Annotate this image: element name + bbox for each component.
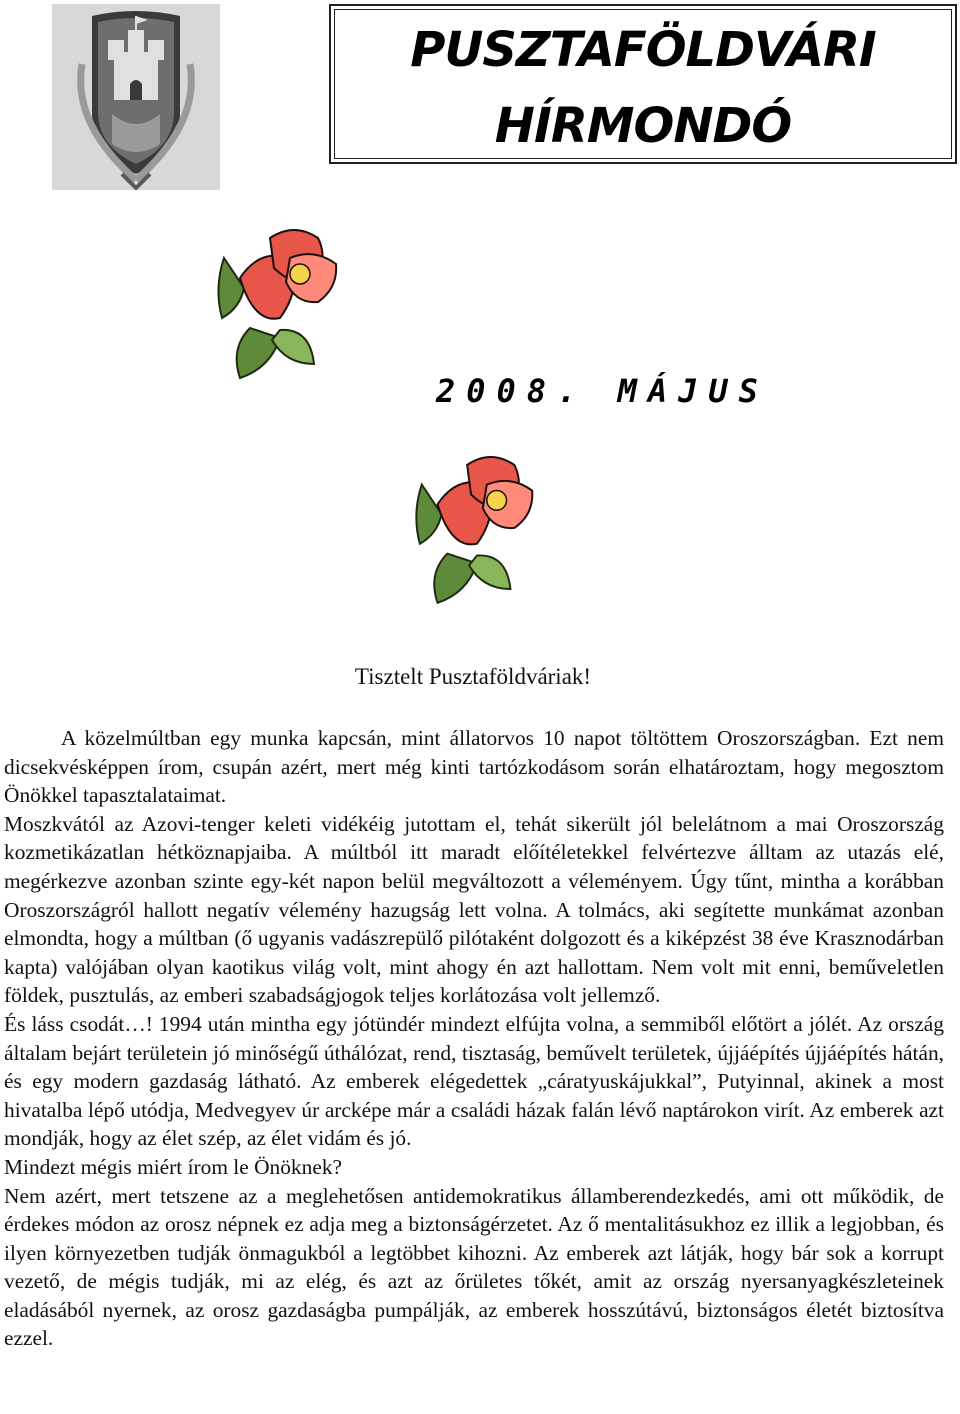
- flower-icon: [408, 444, 540, 606]
- masthead: [329, 4, 957, 164]
- article-paragraph: Mindezt mégis miért írom le Önöknek?: [4, 1154, 343, 1179]
- masthead-title-line1: PUSZTAFÖLDVÁRI: [410, 22, 876, 78]
- greeting: Tisztelt Pusztaföldváriak!: [354, 664, 592, 689]
- article-body: [4, 724, 944, 1353]
- masthead-title-line2: HÍRMONDÓ: [494, 98, 792, 154]
- issue-date: 2008. MÁJUS: [436, 372, 769, 410]
- article-paragraph: A közelmúltban egy munka kapcsán, mint állatorvos 10 napot töltöttem Oroszországban. Ezt nem dicsekvésképpen írom, csupán azért, mert még kinti tartózkodásom során elhatároztam, hogy megosztom Önökkel tapasztalataimat.: [4, 726, 944, 808]
- article-paragraph: Moszkvától az Azovi-tenger keleti vidékéig jutottam el, tehát sikerült jól belelátnom a mai Oroszország kozmetikázatlan hétköznapjaiba. A múltból itt maradt előítéletekkel felvértezve álltam az utazás elé, megérkezve azonban szinte egy-két napon belül megváltozott a véleményem. Úgy tűnt, mintha a korábban Oroszországról hallott negatív vélemény hazugság lett volna. A tolmács, aki segítette munkámat azonban elmondta, hogy a múltban (ő ugyanis vadászrepülő pilótaként dolgozott és a kiképzést 38 éve Krasznodárban kapta) valójában olyan kaotikus világ volt, mint ahogy én azt hallottam. Nem volt mit enni, beműveletlen földek, pusztulás, az emberi szabadságjogok teljes korlátozása volt jellemző.: [4, 811, 944, 1008]
- coat-of-arms-icon: [52, 4, 220, 190]
- article-paragraph: És láss csodát…! 1994 után mintha egy jótündér mindezt elfújta volna, a semmiből előtört a jólét. Az ország általam bejárt területein jó minőségű úthálózat, rend, tisztaság, beművelt területek, újjáépítés újjáépítés hátán, és egy modern gazdaság látható. Az emberek elégedettek „cáratyuskájukkal”, Putyinnal, akinek a most hivatalba lépő utódja, Medvegyev úr arcképe már a családi házak falán lévő naptárokon virít. Az emberek azt mondják, hogy az élet szép, az élet vidám és jó.: [4, 1011, 944, 1151]
- article-paragraph: Nem azért, mert tetszene az a meglehetősen antidemokratikus államberendezkedés, ami ott működik, de érdekes módon az orosz népnek ez adja meg a biztonságérzetet. Az ő mentalitásukhoz ez illik a legjobban, és ilyen környezetben tudják önmagukból a legtöbbet kihozni. Az emberek azt látják, hogy bár sok a korrupt vezető, de mégis tudják, mi az elég, és azt az őrületes tőkét, amit az ország nyersanyagkészleteinek eladásából nyernek, az orosz gazdaságba pumpálják, az emberek hosszútávú, biztonságos életét biztosítva ezzel.: [4, 1183, 944, 1351]
- flower-icon: [210, 218, 344, 380]
